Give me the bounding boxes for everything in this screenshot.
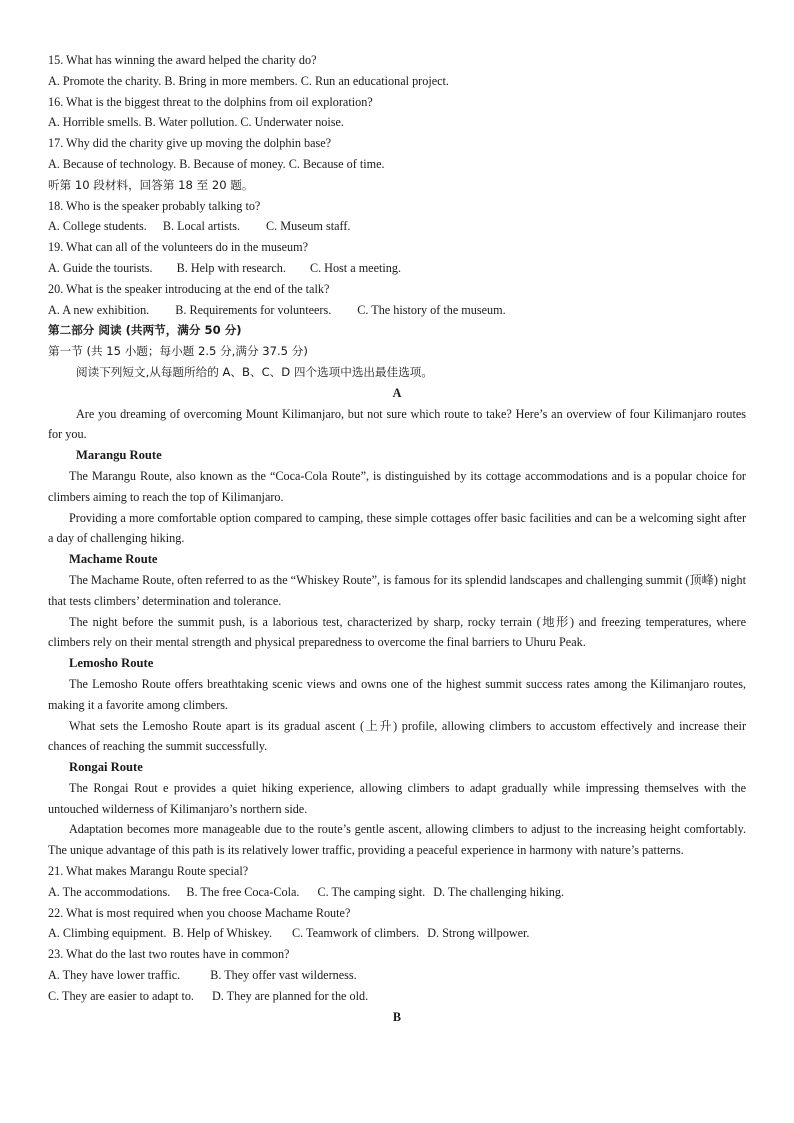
q23-option-c: C. They are easier to adapt to. bbox=[48, 988, 194, 1003]
q20-option-b: B. Requirements for volunteers. bbox=[175, 302, 332, 317]
question-17: 17. Why did the charity give up moving the dolphin base? bbox=[48, 136, 332, 151]
reading-section-1: 第一节 (共 15 小题；每小题 2.5 分,满分 37.5 分) bbox=[48, 344, 308, 359]
passage-a-label: A bbox=[392, 385, 402, 400]
question-23-options-row-1 bbox=[48, 965, 746, 986]
q20-option-a: A. A new exhibition. bbox=[48, 302, 150, 317]
q20-option-c: C. The history of the museum. bbox=[357, 302, 506, 317]
marangu-route-heading: Marangu Route bbox=[76, 448, 162, 463]
question-17-options: A. Because of technology. B. Because of money. C. Because of time. bbox=[48, 156, 385, 171]
question-19-options bbox=[48, 258, 746, 279]
q21-option-c: C. The camping sight. bbox=[317, 884, 426, 899]
rongai-route-heading: Rongai Route bbox=[69, 760, 143, 775]
question-23: 23. What do the last two routes have in common? bbox=[48, 947, 290, 962]
question-16: 16. What is the biggest threat to the dolphins from oil exploration? bbox=[48, 94, 373, 109]
machame-route-heading: Machame Route bbox=[69, 552, 158, 567]
q18-option-c: C. Museum staff. bbox=[266, 219, 351, 234]
machame-paragraph-2: The night before the summit push, is a laborious test, characterized by sharp, rocky terrain (地形) and freezing temperatures, where climbers rely on their mental strength and physical preparedness to overcome the final barriers to Uhuru Peak. bbox=[48, 614, 746, 650]
passage-intro: Are you dreaming of overcoming Mount Kilimanjaro, but not sure which route to take? Here’s an overview of four Kilimanjaro routes for you. bbox=[48, 406, 746, 442]
q21-option-a: A. The accommodations. bbox=[48, 884, 171, 899]
question-21: 21. What makes Marangu Route special? bbox=[48, 864, 249, 879]
question-15-options: A. Promote the charity. B. Bring in more members. C. Run an educational project. bbox=[48, 73, 449, 88]
q19-option-a: A. Guide the tourists. bbox=[48, 260, 153, 275]
question-20-options bbox=[48, 300, 746, 321]
question-18: 18. Who is the speaker probably talking to? bbox=[48, 198, 261, 213]
q22-option-b: B. Help of Whiskey. bbox=[172, 926, 273, 941]
reading-part-title: 第二部分 阅读 (共两节，满分 50 分) bbox=[48, 323, 242, 338]
q22-option-a: A. Climbing equipment. bbox=[48, 926, 167, 941]
lemosho-paragraph-2: What sets the Lemosho Route apart is its gradual ascent (上升) profile, allowing climbers to accustom effectively and increase their chances of reaching the summit successfully. bbox=[48, 718, 746, 754]
q18-option-b: B. Local artists. bbox=[162, 219, 241, 234]
question-16-options: A. Horrible smells. B. Water pollution. C. Underwater noise. bbox=[48, 115, 344, 130]
question-15: 15. What has winning the award helped the charity do? bbox=[48, 53, 317, 67]
question-22-options bbox=[48, 923, 746, 944]
question-19: 19. What can all of the volunteers do in the museum? bbox=[48, 240, 309, 255]
lemosho-paragraph-1: The Lemosho Route offers breathtaking scenic views and owns one of the highest summit success rates among the Kilimanjaro routes, making it a favorite among climbers. bbox=[48, 676, 746, 712]
exam-page bbox=[48, 50, 746, 1027]
q23-option-a: A. They have lower traffic. bbox=[48, 968, 181, 983]
q23-option-b: B. They offer vast wilderness. bbox=[210, 968, 357, 983]
passage-b-label: B bbox=[392, 1009, 402, 1024]
marangu-paragraph-1: The Marangu Route, also known as the “Coca-Cola Route”, is distinguished by its cottage accommodations and is a popular choice for climbers aiming to reach the top of Kilimanjaro. bbox=[48, 468, 746, 504]
q21-option-d: D. The challenging hiking. bbox=[433, 884, 564, 899]
question-21-options bbox=[48, 882, 746, 903]
machame-paragraph-1: The Machame Route, often referred to as the “Whiskey Route”, is famous for its splendid landscapes and challenging summit (顶峰) night that tests climbers’ determination and tolerance. bbox=[48, 572, 746, 608]
q22-option-c: C. Teamwork of climbers. bbox=[292, 926, 420, 941]
question-23-options-row-2 bbox=[48, 986, 746, 1007]
question-20: 20. What is the speaker introducing at the end of the talk? bbox=[48, 281, 330, 296]
marangu-paragraph-2: Providing a more comfortable option compared to camping, these simple cottages offer basic facilities and can be a welcoming sight after a day of challenging hiking. bbox=[48, 510, 746, 546]
q19-option-c: C. Host a meeting. bbox=[309, 260, 401, 275]
q21-option-b: B. The free Coca-Cola. bbox=[186, 884, 300, 899]
question-22: 22. What is most required when you choose Machame Route? bbox=[48, 905, 351, 920]
rongai-paragraph-1: The Rongai Rout e provides a quiet hiking experience, allowing climbers to adapt gradually while impressing themselves with the untouched wilderness of Kilimanjaro’s northern side. bbox=[48, 780, 746, 816]
lemosho-route-heading: Lemosho Route bbox=[69, 656, 154, 671]
section-10-instruction: 听第 10 段材料，回答第 18 至 20 题。 bbox=[48, 177, 254, 192]
reading-instruction: 阅读下列短文,从每题所给的 A、B、C、D 四个选项中选出最佳选项。 bbox=[76, 364, 433, 379]
q18-option-a: A. College students. bbox=[48, 219, 147, 234]
rongai-paragraph-2: Adaptation becomes more manageable due to the route’s gentle ascent, allowing climbers to adjust to the increasing height comfortably. The unique advantage of this path is its relatively lower traffic, providing a peaceful experience in harmony with nature’s patterns. bbox=[48, 822, 746, 858]
q19-option-b: B. Help with research. bbox=[176, 260, 286, 275]
question-18-options bbox=[48, 216, 746, 237]
q22-option-d: D. Strong willpower. bbox=[427, 926, 530, 941]
q23-option-d: D. They are planned for the old. bbox=[211, 988, 369, 1003]
